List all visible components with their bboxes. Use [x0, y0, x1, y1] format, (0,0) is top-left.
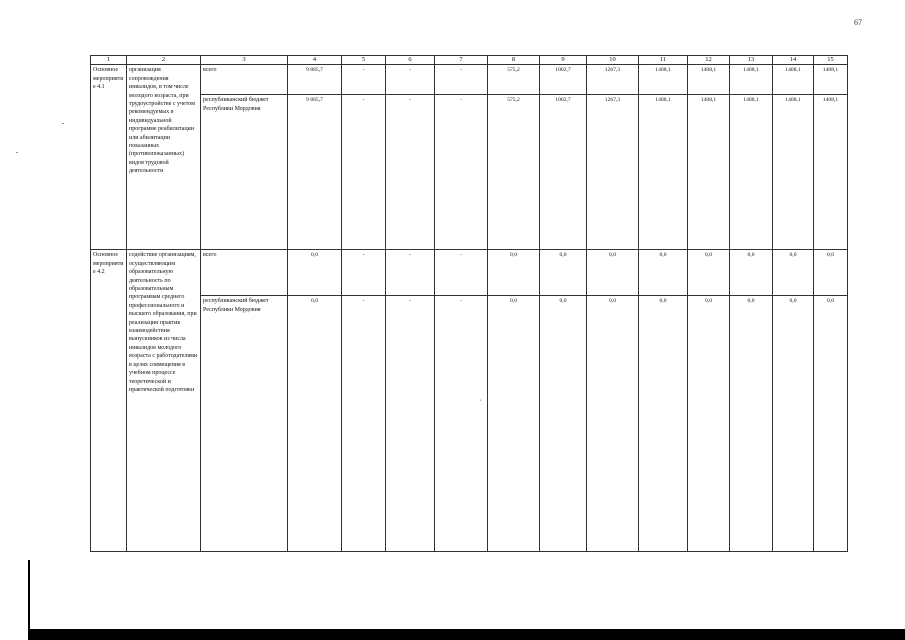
column-number: 13 — [730, 56, 773, 65]
column-number: 15 — [814, 56, 848, 65]
value-cell: - — [386, 95, 435, 250]
value-cell: 1408,1 — [814, 65, 848, 95]
value-cell: 0,0 — [730, 296, 773, 552]
table-row — [91, 250, 848, 296]
funding-source: республиканский бюджет Республики Мордовия — [201, 95, 288, 250]
column-number: 9 — [540, 56, 587, 65]
value-cell: 1408,1 — [773, 65, 814, 95]
value-cell: 0,0 — [639, 296, 688, 552]
value-cell: 575,2 — [488, 95, 540, 250]
value-cell: - — [435, 65, 488, 95]
value-cell: 575,2 — [488, 65, 540, 95]
column-number: 5 — [342, 56, 386, 65]
column-number: 3 — [201, 56, 288, 65]
table-row — [91, 65, 848, 95]
column-number: 14 — [773, 56, 814, 65]
value-cell: 0,0 — [488, 250, 540, 296]
funding-source: всего — [201, 65, 288, 95]
column-number: 4 — [288, 56, 342, 65]
scan-speck — [16, 152, 18, 153]
value-cell: 0,0 — [488, 296, 540, 552]
value-cell: 0,0 — [688, 250, 730, 296]
scan-speck — [62, 123, 64, 124]
value-cell: 1002,7 — [540, 65, 587, 95]
value-cell: 1267,3 — [587, 95, 639, 250]
funding-source: всего — [201, 250, 288, 296]
column-number: 1 — [91, 56, 127, 65]
budget-table — [90, 55, 848, 552]
value-cell: 9 885,7 — [288, 65, 342, 95]
scan-bottom-border — [28, 629, 905, 640]
value-cell: 0,0 — [730, 250, 773, 296]
value-cell: 0,0 — [288, 296, 342, 552]
value-cell: 0,0 — [540, 250, 587, 296]
value-cell: - — [386, 250, 435, 296]
value-cell: - — [435, 95, 488, 250]
table-row — [91, 296, 848, 552]
value-cell: 1267,3 — [587, 65, 639, 95]
value-cell: - — [342, 65, 386, 95]
value-cell: 1002,7 — [540, 95, 587, 250]
table-row — [91, 95, 848, 250]
measure-label: Основное мероприятие 4.1 — [91, 65, 127, 250]
value-cell: 0,0 — [587, 250, 639, 296]
column-number: 12 — [688, 56, 730, 65]
value-cell: - — [386, 296, 435, 552]
value-cell: 1408,1 — [639, 65, 688, 95]
funding-source: республиканский бюджет Республики Мордовия — [201, 296, 288, 552]
value-cell: - — [435, 250, 488, 296]
column-number: 8 — [488, 56, 540, 65]
value-cell: 1408,1 — [814, 95, 848, 250]
value-cell: 0,0 — [688, 296, 730, 552]
value-cell: 1408,1 — [773, 95, 814, 250]
column-number: 2 — [127, 56, 201, 65]
value-cell: 0,0 — [773, 296, 814, 552]
scan-edge — [28, 560, 30, 630]
value-cell: 0,0 — [773, 250, 814, 296]
measure-description: организация сопровождения инвалидов, в том числе молодого возраста, при трудоустройстве с учетом рекомендуемых в индивидуальной программе реабилитации или абилитации показанных (противопоказанных) видов трудовой деятельности — [127, 65, 201, 250]
value-cell: - — [342, 250, 386, 296]
value-cell: 0,0 — [814, 250, 848, 296]
value-cell: 0,0 — [639, 250, 688, 296]
column-number-row — [91, 56, 848, 65]
column-number: 6 — [386, 56, 435, 65]
page-number: 67 — [854, 18, 862, 27]
stray-mark: , — [480, 396, 482, 402]
value-cell: - — [342, 95, 386, 250]
value-cell: - — [386, 65, 435, 95]
value-cell: 1408,1 — [639, 95, 688, 250]
measure-label: Основное мероприятие 4.2 — [91, 250, 127, 552]
value-cell: 1408,1 — [730, 95, 773, 250]
value-cell: 1408,1 — [730, 65, 773, 95]
value-cell: - — [342, 296, 386, 552]
value-cell: 0,0 — [288, 250, 342, 296]
column-number: 10 — [587, 56, 639, 65]
value-cell: 9 885,7 — [288, 95, 342, 250]
value-cell: 0,0 — [814, 296, 848, 552]
value-cell: 0,0 — [587, 296, 639, 552]
measure-description: содействие организациям, осуществляющим образовательную деятельность по образовательным программам среднего профессионального и высшего образования, при реализации практик взаимодействия выпускников из числа инвалидов молодого возраста с работодателями в целях совмещения в учебном процессе теоретической и практической подготовки — [127, 250, 201, 552]
column-number: 7 — [435, 56, 488, 65]
value-cell: 0,0 — [540, 296, 587, 552]
value-cell: 1408,1 — [688, 65, 730, 95]
column-number: 11 — [639, 56, 688, 65]
value-cell: 1408,1 — [688, 95, 730, 250]
value-cell: - — [435, 296, 488, 552]
